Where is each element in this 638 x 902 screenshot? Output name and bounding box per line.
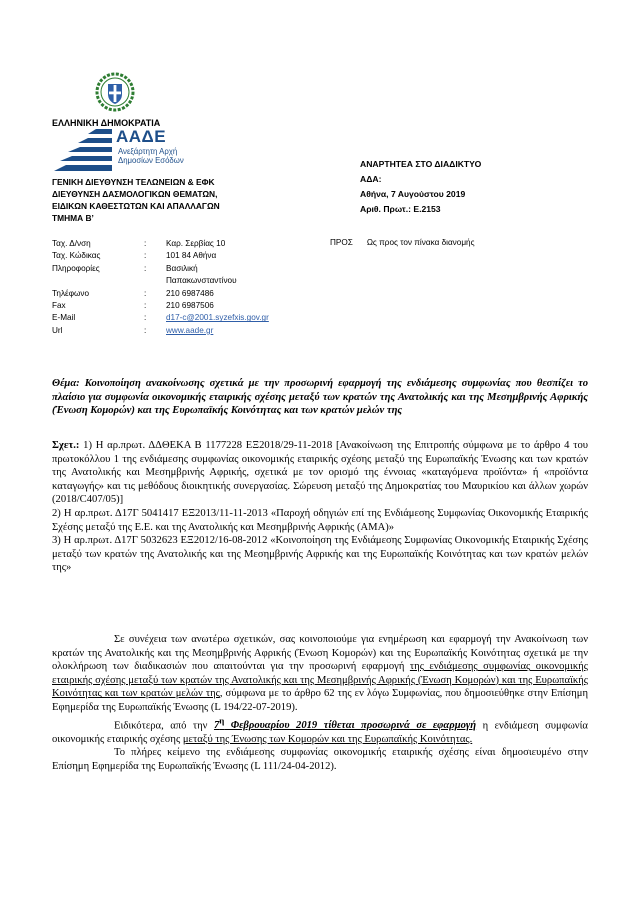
- contact-value: 101 84 Αθήνα: [166, 251, 217, 261]
- body-paragraph-1: [52, 633, 588, 715]
- related-documents: [52, 439, 588, 575]
- agency-short-name: ΑΑΔΕ: [116, 127, 167, 146]
- department-block: [52, 176, 272, 224]
- dept-line: ΤΜΗΜΑ Β’: [52, 213, 94, 223]
- contact-label: [52, 275, 144, 287]
- email-link[interactable]: d17-c@2001.syzefxis.gov.gr: [166, 313, 269, 323]
- related-text: 1) Η αρ.πρωτ. ΔΔΘΕΚΑ Β 1177228 ΕΞ2018/29-11-2018 [Ανακοίνωση της Επιτροπής σύμφωνα με το άρθρο 4 του πρωτοκόλλου 1 της ενδιάμεσης συμφωνίας οικονομικής εταιρικής σχέσης μεταξύ της Ευρωπαϊκής Ένωσης και των κρατών της Ανατολικής και Μεσημβρινής Αφρικής, σχετικά με τον ορισμό της έννοιας «καταγόμενα προϊόντα» ή «προϊόντα καταγωγής» και τις μεθόδους διοικητικής συνεργασίας. Σώρευση μεταξύ της Δημοκρατίας του Μαυρικίου και άλλων χωρών (2018/C407/05)]: [52, 440, 588, 506]
- protocol-number: Αριθ. Πρωτ.: Ε.2153: [360, 204, 441, 214]
- contact-row-address: [52, 238, 306, 250]
- ada-label: ΑΔΑ:: [360, 174, 382, 184]
- agency-full-line-2: Δημοσίων Εσόδων: [118, 156, 184, 165]
- agency-full-line-1: Ανεξάρτητη Αρχή: [118, 147, 178, 156]
- contact-label: Ταχ. Κώδικας: [52, 251, 101, 261]
- contact-details: [52, 238, 306, 337]
- document-date: Αθήνα, 7 Αυγούστου 2019: [360, 189, 466, 199]
- document-meta: [360, 157, 481, 217]
- p2-date-rest: Φεβρουαρίου 2019 τίθεται προσωρινά σε εφαρμογή: [224, 720, 477, 732]
- p1-text-a: Σε συνέχεια των ανωτέρω σχετικών, σας κοινοποιούμε για ενημέρωση και εφαρμογή την Ανακοίνωση των κρατών της Ανατολικής και της Μεσημβρινής Αφρικής (Ένωση Κομορών) και της Ευρωπαϊκής Κοινότητας σχετικά με την ολοκλήρωση των διαδικασιών που απαιτούνται για την προσωρινή εφαρμογή: [52, 634, 588, 673]
- contact-label: E-Mail: [52, 313, 76, 323]
- dept-line: ΓΕΝΙΚΗ ΔΙΕΥΘΥΝΣΗ ΤΕΛΩΝΕΙΩΝ & ΕΦΚ: [52, 177, 215, 187]
- contact-row-fax: [52, 300, 306, 312]
- p2-text-b: η ενδιάμεση συμφωνία οικονομικής εταιρικής σχέσης: [52, 720, 588, 745]
- contact-label: Τηλέφωνο: [52, 288, 90, 298]
- contact-colon-empty: [144, 275, 166, 287]
- contact-value: Καρ. Σερβίας 10: [166, 239, 226, 248]
- p2-effective-date: [213, 715, 477, 732]
- country-name: ΕΛΛΗΝΙΚΗ ΔΗΜΟΚΡΑΤΙΑ: [52, 118, 161, 128]
- body-paragraph-2: [52, 715, 588, 747]
- subject-paragraph: Θέμα: Κοινοποίηση ανακοίνωσης σχετικά με την προσωρινή εφαρμογή της ενδιάμεσης συμφωνίας που θεσπίζει το πλαίσιο για συμφωνία οικονομικής εταιρικής σχέσης μεταξύ των κρατών της Ανατολικής και της Μεσημβρινής Αφρικής (Ένωση Κομορών) και της Ευρωπαϊκής Κοινότητας και των κρατών μελών της: [52, 378, 588, 417]
- contact-colon: :: [144, 239, 147, 248]
- contact-colon: :: [144, 288, 147, 298]
- contact-row-url: [52, 325, 306, 337]
- contact-colon: :: [144, 251, 147, 261]
- contact-colon: :: [144, 263, 147, 273]
- related-label: Σχετ.:: [52, 440, 80, 451]
- publish-notice: ΑΝΑΡΤΗΤΕΑ ΣΤΟ ΔΙΑΔΙΚΤΥΟ: [360, 159, 482, 169]
- contact-row-info: [52, 263, 306, 275]
- contact-colon: :: [144, 313, 147, 323]
- contact-row-phone: [52, 288, 306, 300]
- p2-underlined: μεταξύ της Ένωσης των Κομορών και της Ευρωπαϊκής Κοινότητας.: [182, 733, 473, 745]
- related-item-2: 2) Η αρ.πρωτ. Δ17Γ 5041417 ΕΞ2013/11-11-2013 «Παροχή οδηγιών επί της Ενδιάμεσης Συμφωνίας Οικονομικής Εταιρικής Σχέσης μεταξύ της Ε.Ε. και της Ανατολικής και Μεσημβρινής Αφρικής (ΑΜΑ)»: [52, 507, 588, 533]
- contact-label: Πληροφορίες: [52, 263, 100, 273]
- dept-line: ΕΙΔΙΚΩΝ ΚΑΘΕΣΤΩΤΩΝ ΚΑΙ ΑΠΑΛΛΑΓΩΝ: [52, 201, 220, 211]
- p2-day-suffix: η: [219, 715, 225, 726]
- contact-value: Παπακωνσταντίνου: [166, 276, 237, 286]
- contact-row-postcode: [52, 250, 306, 262]
- contact-row-info-cont: [52, 275, 306, 287]
- recipient-value: Ως προς τον πίνακα διανομής: [366, 238, 475, 247]
- contact-label: Fax: [52, 301, 66, 311]
- website-link[interactable]: www.aade.gr: [166, 325, 214, 335]
- related-item-1: [52, 439, 588, 507]
- dept-line: ΔΙΕΥΘΥΝΣΗ ΔΑΣΜΟΛΟΓΙΚΩΝ ΘΕΜΑΤΩΝ,: [52, 189, 218, 199]
- agency-full-name: [118, 147, 238, 165]
- aade-logo-icon: [52, 127, 114, 173]
- p1-underlined: της ενδιάμεσης συμφωνίας οικονομικής εταιρικής σχέσης μεταξύ των κρατών της Ανατολικής και της Μεσημβρινής Αφρικής (Ένωση Κομορών) και της Ευρωπαϊκής Κοινότητας και των κρατών μελών της: [52, 661, 588, 700]
- contact-value: 210 6987486: [166, 288, 214, 298]
- contact-value: Βασιλική: [166, 263, 198, 273]
- p2-day: 7: [213, 720, 220, 732]
- contact-colon: :: [144, 301, 147, 311]
- contact-label: Ταχ. Δ/νση: [52, 239, 91, 248]
- main-body: [52, 633, 588, 773]
- body-paragraph-3: Το πλήρες κείμενο της ενδιάμεσης συμφωνίας οικονομικής εταιρικής σχέσης είναι δημοσιευμένο στην Επίσημη Εφημερίδα της Ευρωπαϊκής Ένωσης (L 111/24-04-2012).: [52, 747, 588, 772]
- contact-colon: :: [144, 325, 147, 335]
- contact-row-email: [52, 312, 306, 324]
- contact-value: 210 6987506: [166, 301, 214, 311]
- contact-label: Url: [52, 325, 63, 335]
- recipient-label: ΠΡΟΣ: [330, 238, 353, 247]
- p1-text-b: , σύμφωνα με το άρθρο 62 της εν λόγω Συμφωνίας, που δημοσιεύθηκε στην Επίσημη Εφημερίδα της Ευρωπαϊκής Ένωσης (L 194/22-07-2019).: [52, 688, 588, 713]
- related-item-3: 3) Η αρ.πρωτ. Δ17Γ 5032623 ΕΞ2012/16-08-2012 «Κοινοποίηση της Ενδιάμεσης Συμφωνίας Οικονομικής Εταιρικής Σχέσης μεταξύ των κρατών της Ανατολικής και της Μεσημβρινής Αφρικής και της Ευρωπαϊκής Κοινότητας και των κρατών μελών της»: [52, 535, 588, 574]
- p2-text-a: Ειδικότερα, από την: [114, 720, 214, 732]
- recipient-line: [330, 238, 489, 247]
- greek-republic-emblem-icon: [95, 72, 135, 112]
